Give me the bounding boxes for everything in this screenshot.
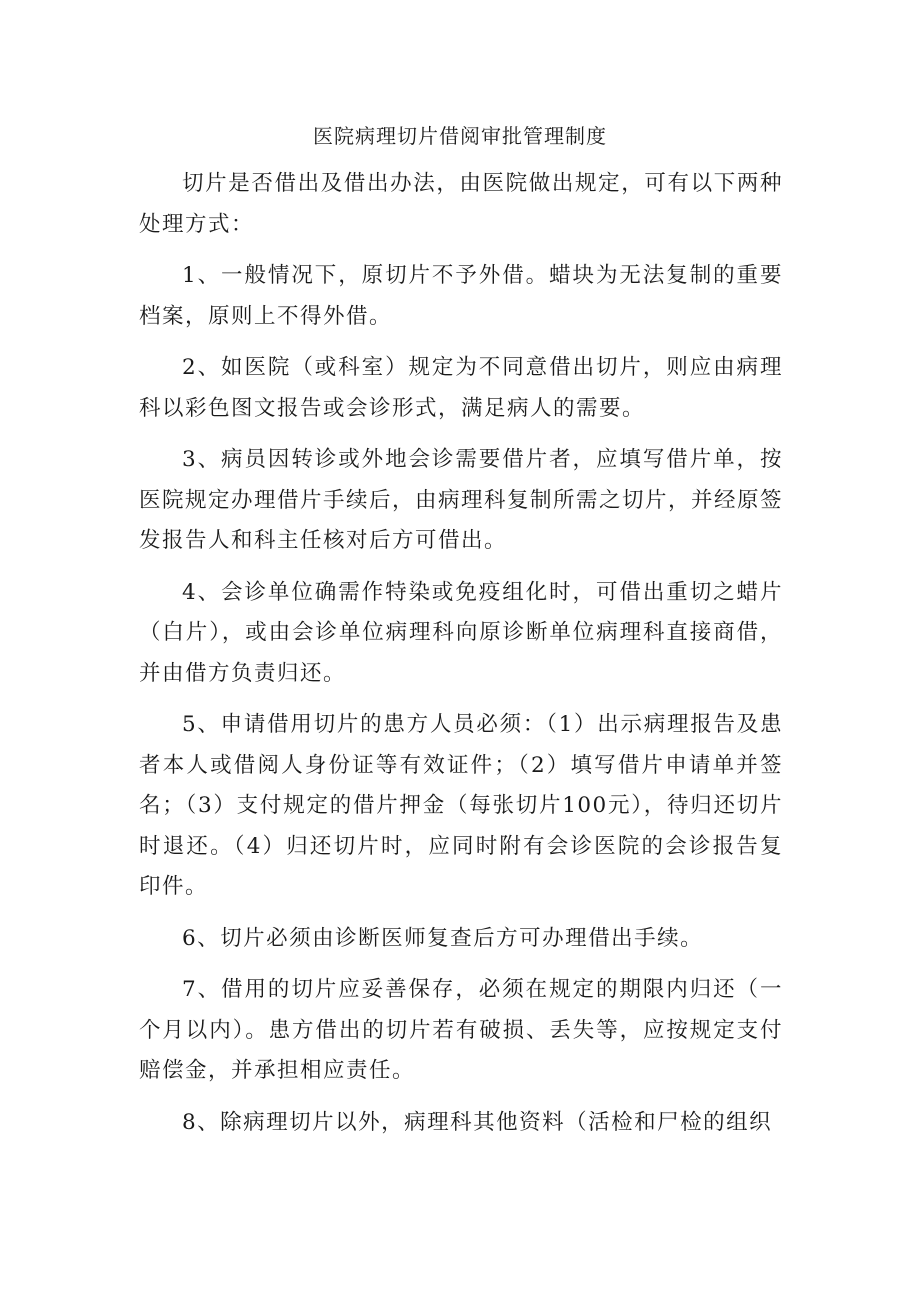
paragraph-intro: 切片是否借出及借出办法，由医院做出规定，可有以下两种处理方式： [139,171,783,237]
paragraph-item-2: 2、如医院（或科室）规定为不同意借出切片，则应由病理科以彩色图文报告或会诊形式，满足病人的需要。 [139,355,783,421]
document-body [139,164,783,1154]
document-title: 医院病理切片借阅审批管理制度 [313,124,607,148]
paragraph-item-5: 5、申请借用切片的患方人员必须：（1）出示病理报告及患者本人或借阅人身份证等有效证件；（2）填写借片申请单并签名；（3）支付规定的借片押金（每张切片100元），待归还切片时退还。（4）归还切片时，应同时附有会诊医院的会诊报告复印件。 [139,712,783,899]
paragraph-item-7: 7、借用的切片应妥善保存，必须在规定的期限内归还（一个月以内）。患方借出的切片若有破损、丢失等，应按规定支付赔偿金，并承担相应责任。 [139,977,783,1083]
paragraph-item-3: 3、病员因转诊或外地会诊需要借片者，应填写借片单，按医院规定办理借片手续后，由病理科复制所需之切片，并经原签发报告人和科主任核对后方可借出。 [139,447,784,553]
paragraph-item-6: 6、切片必须由诊断医师复查后方可办理借出手续。 [182,925,704,951]
paragraph-item-1: 1、一般情况下，原切片不予外借。蜡块为无法复制的重要档案，原则上不得外借。 [139,263,783,329]
paragraph-item-4: 4、会诊单位确需作特染或免疫组化时，可借出重切之蜡片（白片），或由会诊单位病理科向原诊断单位病理科直接商借，并由借方负责归还。 [139,579,783,686]
paragraph-item-8: 8、除病理切片以外，病理科其他资料（活检和尸检的组织 [182,1109,773,1135]
